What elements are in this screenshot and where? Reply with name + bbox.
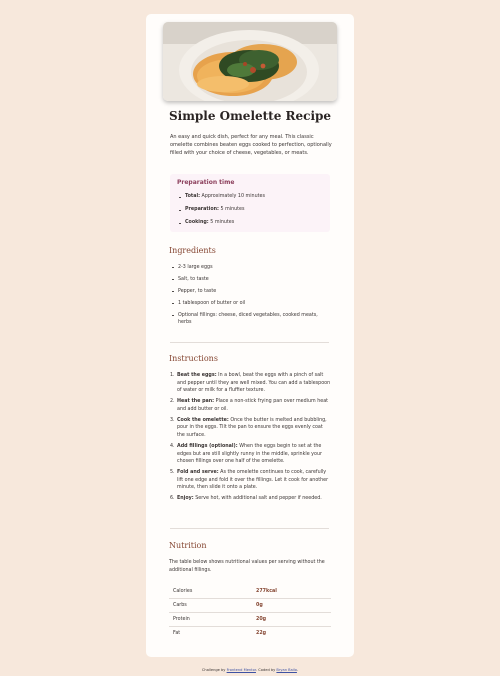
step-label: Add fillings (optional): xyxy=(177,443,238,449)
nutrient-value: 20g xyxy=(256,617,267,622)
table-row xyxy=(169,585,331,599)
nutrient-value: 22g xyxy=(256,631,267,636)
list-item: 2-3 large eggs xyxy=(170,264,330,271)
step-label: Enjoy: xyxy=(177,496,194,502)
omelette-photo xyxy=(163,22,337,101)
nutrient-name: Carbs xyxy=(173,603,187,608)
list-item xyxy=(177,207,327,220)
step-label: Fold and serve: xyxy=(177,470,219,476)
divider xyxy=(170,342,329,343)
nutrient-value: 277kcal xyxy=(256,589,277,594)
step-number: 4. xyxy=(170,443,175,449)
step-number: 5. xyxy=(170,470,175,476)
omelette-image xyxy=(163,22,337,101)
ingredients-heading: Ingredients xyxy=(169,246,216,255)
step-number: 3. xyxy=(170,417,175,423)
preparation-box xyxy=(170,174,330,232)
author-link[interactable]: Bryan Bailo xyxy=(276,668,297,672)
preparation-list xyxy=(177,194,327,233)
attribution-text: . Coded by xyxy=(255,668,277,672)
attribution xyxy=(0,668,500,672)
step-text: Place a non-stick frying pan over medium heat and add butter or oil. xyxy=(177,399,329,412)
step-number: 1. xyxy=(170,373,175,378)
list-item xyxy=(177,220,327,233)
recipe-intro: An easy and quick dish, perfect for any meal. This classic omelette combines beaten eggs cooked to perfection, optionally filled with your choice of cheese, vegetables, or meats. xyxy=(170,134,332,157)
prep-label: Total: xyxy=(185,194,201,199)
prep-label: Cooking: xyxy=(185,220,209,225)
prep-value: 5 minutes xyxy=(218,207,245,212)
nutrition-description: The table below shows nutritional values per serving without the additional fillings. xyxy=(169,560,325,573)
nutrition-heading: Nutrition xyxy=(169,541,207,550)
nutrient-name: Protein xyxy=(173,617,190,622)
table-row xyxy=(169,613,331,627)
list-item xyxy=(170,495,332,503)
preparation-heading: Preparation time xyxy=(177,179,235,186)
attribution-text: Challenge by xyxy=(201,668,227,672)
list-item xyxy=(170,398,332,413)
nutrition-table xyxy=(169,585,331,640)
step-text: Once the butter is melted and bubbling, pour in the eggs. Tilt the pan to ensure the eggs evenly coat the surface. xyxy=(177,417,327,438)
table-row xyxy=(169,599,331,613)
step-text: As the omelette continues to cook, carefully lift one edge and fold it over the fillings. Let it cook for another minute, then slide it onto a plate. xyxy=(177,470,329,491)
recipe-card xyxy=(146,14,354,657)
divider xyxy=(170,528,329,529)
list-item: 1 tablespoon of butter or oil xyxy=(170,300,330,307)
list-item xyxy=(170,443,332,466)
list-item: Pepper, to taste xyxy=(170,288,330,295)
list-item xyxy=(170,469,332,492)
list-item: Optional fillings: cheese, diced vegetables, cooked meats, herbs xyxy=(170,312,330,326)
step-label: Heat the pan: xyxy=(177,399,215,405)
step-text: When the eggs begin to set at the edges but are still slightly runny in the middle, sprinkle your chosen fillings over one half of the omelette. xyxy=(177,443,322,465)
step-text: Serve hot, with additional salt and pepper if needed. xyxy=(193,496,322,502)
prep-value: 5 minutes xyxy=(208,220,235,225)
step-number: 2. xyxy=(170,399,175,405)
table-row xyxy=(169,627,331,640)
list-item xyxy=(170,417,332,440)
step-label: Beat the eggs: xyxy=(177,373,217,378)
list-item: Salt, to taste xyxy=(170,276,330,283)
step-label: Cook the omelette: xyxy=(177,417,229,423)
nutrient-name: Fat xyxy=(173,631,181,636)
prep-value: Approximately 10 minutes xyxy=(200,194,265,199)
attribution-text: . xyxy=(296,668,299,672)
recipe-title: Simple Omelette Recipe xyxy=(168,109,332,123)
nutrient-value: 0g xyxy=(256,603,263,608)
step-number: 6. xyxy=(170,496,175,502)
nutrient-name: Calories xyxy=(173,589,193,594)
list-item xyxy=(177,194,327,207)
ingredients-list xyxy=(170,264,330,331)
prep-label: Preparation: xyxy=(185,207,219,212)
instructions-heading: Instructions xyxy=(169,354,218,363)
frontend-mentor-link[interactable]: Frontend Mentor xyxy=(226,668,256,672)
step-text: In a bowl, beat the eggs with a pinch of salt and pepper until they are well mixed. You can add a tablespoon of water or milk for a fluffier texture. xyxy=(177,373,331,394)
instructions-list xyxy=(170,372,332,506)
list-item xyxy=(170,372,332,395)
